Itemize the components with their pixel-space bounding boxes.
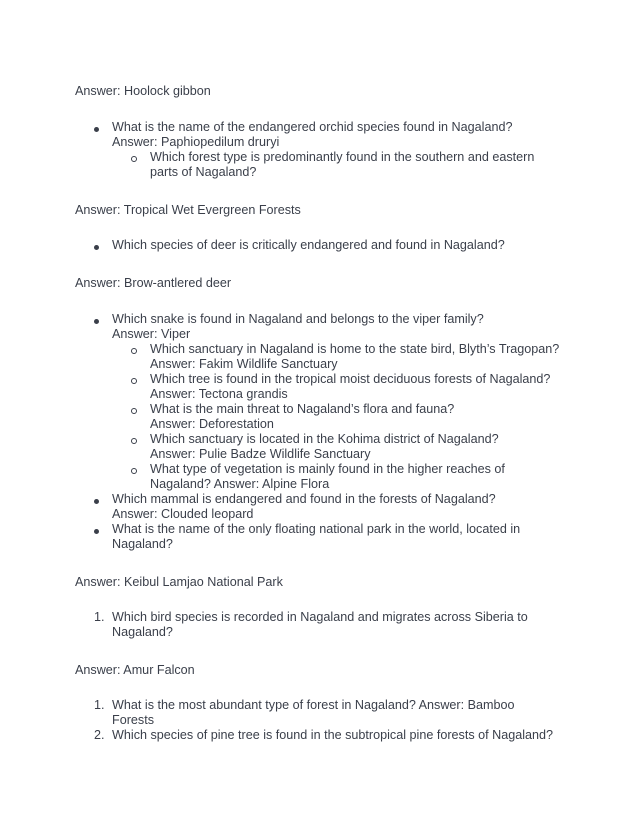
question-text: Which forest type is predominantly found in the southern and eastern — [150, 150, 535, 164]
answer-text: Answer: Paphiopedilum druryi — [112, 135, 280, 149]
bullet-marker — [94, 127, 99, 132]
question-text: Which sanctuary is located in the Kohima district of Nagaland? — [150, 432, 499, 446]
question-text: What type of vegetation is mainly found in the higher reaches of — [150, 462, 505, 476]
question-text: What is the name of the only floating national park in the world, located in — [112, 522, 521, 536]
bullet-marker — [94, 319, 99, 324]
question-text: Nagaland? — [112, 537, 173, 551]
question-text: Which species of pine tree is found in the subtropical pine forests of Nagaland? — [112, 728, 554, 742]
question-text: Nagaland? — [112, 625, 173, 639]
question-text: Which species of deer is critically endangered and found in Nagaland? — [112, 238, 505, 252]
question-text: Which sanctuary in Nagaland is home to the state bird, Blyth’s Tragopan? — [150, 342, 560, 356]
question-text: Nagaland? Answer: Alpine Flora — [150, 477, 330, 491]
list-number: 1. — [94, 698, 105, 712]
answer-text: Answer: Brow-antlered deer — [75, 276, 232, 290]
sub-bullet-marker — [131, 156, 137, 162]
question-text: Which snake is found in Nagaland and belongs to the viper family? — [112, 312, 484, 326]
sub-bullet-marker — [131, 348, 137, 354]
sub-bullet-marker — [131, 468, 137, 474]
bullet-marker — [94, 245, 99, 250]
question-text: Which bird species is recorded in Nagaland and migrates across Siberia to — [112, 610, 528, 624]
question-text: Forests — [112, 713, 154, 727]
question-text: What is the main threat to Nagaland’s flora and fauna? — [150, 402, 455, 416]
list-number: 1. — [94, 610, 105, 624]
question-text: Which tree is found in the tropical moist deciduous forests of Nagaland? — [150, 372, 551, 386]
answer-text: Answer: Amur Falcon — [75, 663, 195, 677]
bullet-marker — [94, 499, 99, 504]
answer-text: Answer: Pulie Badze Wildlife Sanctuary — [150, 447, 371, 461]
sub-bullet-marker — [131, 378, 137, 384]
answer-text: Answer: Fakim Wildlife Sanctuary — [150, 357, 338, 371]
sub-bullet-marker — [131, 408, 137, 414]
question-text: What is the most abundant type of forest in Nagaland? Answer: Bamboo — [112, 698, 515, 712]
answer-text: Answer: Deforestation — [150, 417, 274, 431]
answer-text: Answer: Hoolock gibbon — [75, 84, 211, 98]
list-number: 2. — [94, 728, 105, 742]
question-text: Which mammal is endangered and found in the forests of Nagaland? — [112, 492, 496, 506]
answer-text: Answer: Clouded leopard — [112, 507, 254, 521]
answer-text: Answer: Viper — [112, 327, 191, 341]
answer-text: Answer: Keibul Lamjao National Park — [75, 575, 283, 589]
sub-bullet-marker — [131, 438, 137, 444]
question-text: What is the name of the endangered orchid species found in Nagaland? — [112, 120, 513, 134]
bullet-marker — [94, 529, 99, 534]
answer-text: Answer: Tectona grandis — [150, 387, 288, 401]
answer-text: Answer: Tropical Wet Evergreen Forests — [75, 203, 301, 217]
question-text: parts of Nagaland? — [150, 165, 257, 179]
